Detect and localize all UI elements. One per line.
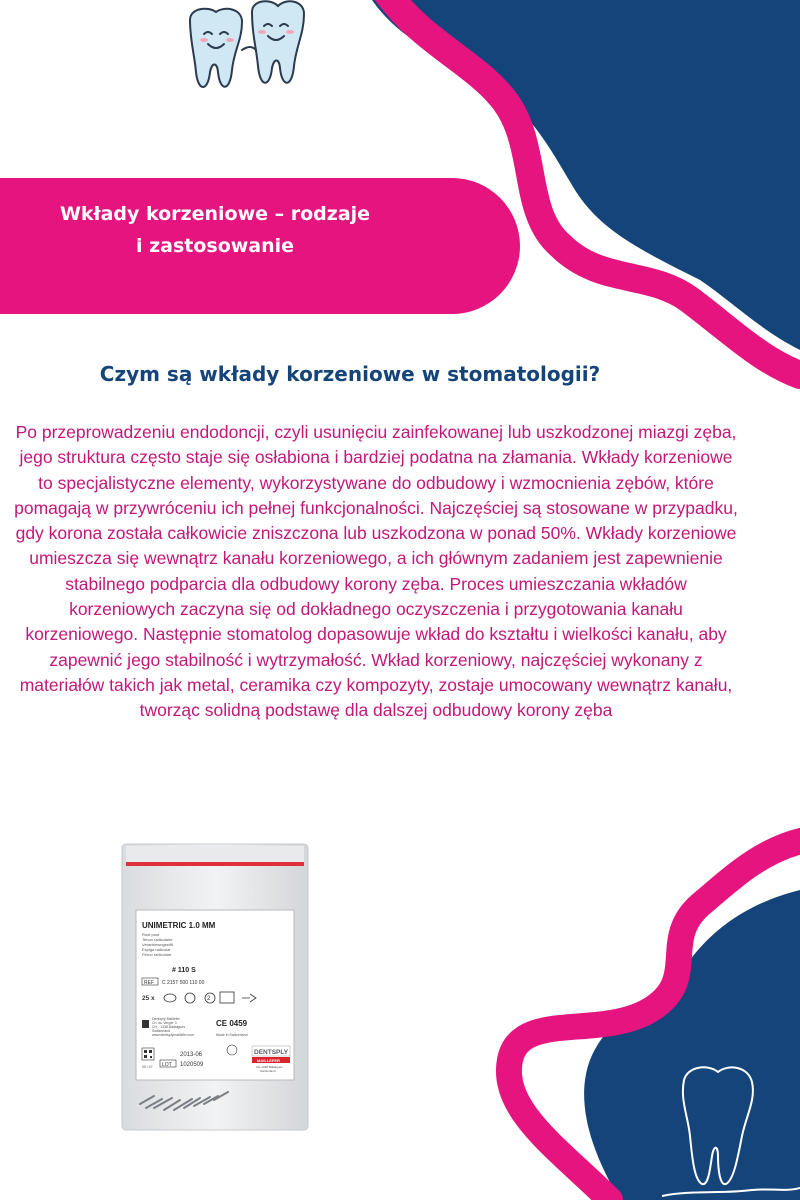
product-name: UNIMETRIC 1.0 MM [142,921,216,930]
product-date: 2013-06 [180,1052,203,1058]
product-subtitle-1: Root post [142,932,160,937]
smiling-teeth-icon [160,0,340,100]
product-qty: 25 x [142,995,155,1002]
fiche-number: 05 / 07 [142,1065,153,1069]
svg-text:LOT: LOT [162,1062,172,1068]
manufacturer-line-4: Switzerland [152,1029,171,1033]
section-paragraph: Po przeprowadzeniu endodoncji, czyli usunięciu zainfekowanej lub uszkodzonej miazgi zęba, jego struktura często staje się osłabiona i bardziej podatna na złamania. Wkłady korzeniowe to specjalistyczne elementy, wykorzystywane do odbudowy i wzmocnienia zębów, które pomagają w przywróceniu ich pełnej funkcjonalności. Najczęściej są stosowane w przypadku, gdy korona została całkowicie zniszczona lub uszkodzona w ponad 50%. Wkłady korzeniowe umieszcza się wewnątrz kanału korzeniowego, a ich głównym zadaniem jest zapewnienie stabilnego podparcia dla odbudowy korony zęba. Proces umieszczania wkładów korzeniowych zaczyna się od dokładnego oczyszczenia i przygotowania kanału korzeniowego. Następnie stomatolog dopasowuje wkład do kształtu i wielkości kanału, aby zapewnić jego stabilność i wytrzymałość. Wkład korzeniowy, najczęściej wykonany z materiałów takich jak metal, ceramika czy kompozyty, zostaje umocowany wewnątrz kanału, tworząc solidną podstawę dla dalszej odbudowy korony zęba [14,422,738,721]
product-code: # 110 S [172,967,196,974]
svg-text:REF: REF [144,980,154,986]
manufacturer-line-3: CH - 1338 Ballaigues [152,1025,186,1029]
manufacturer-line-1: Dentsply Maillefer [152,1017,180,1021]
product-subtitle-5: Perno radicolare [142,952,172,957]
product-subtitle-3: Verankerungsstift [142,942,173,947]
tooth-outline-icon [662,1060,800,1200]
product-subtitle-4: Espiga radicular [142,947,171,952]
product-ref: C 215T 500 110 00 [162,980,205,986]
made-in: Made in Switzerland [216,1033,248,1037]
product-subtitle-2: Tenon radiculaire [142,937,173,942]
product-lot: 1020509 [180,1062,204,1068]
brand-maillefer: MAILLEFER [257,1058,280,1063]
manufacturer-line-5: www.dentsplymaillefer.com [152,1033,195,1037]
manufacturer-line-2: Ch. du Verger 3 [152,1021,177,1025]
brand-dentsply: DENTSPLY [254,1049,289,1056]
svg-text:2: 2 [207,996,211,1002]
page-title [0,198,430,262]
ce-mark: CE 0459 [216,1019,248,1028]
brand-address-1: CH-1338 Ballaigues [256,1065,283,1069]
page-title-line-1: Wkłady korzeniowe – rodzaje [59,203,371,225]
product-package-image [120,842,310,1132]
section-heading: Czym są wkłady korzeniowe w stomatologii? [99,362,601,386]
page-title-line-2: i zastosowanie [135,235,295,257]
brand-address-2: Switzerland [260,1069,276,1073]
